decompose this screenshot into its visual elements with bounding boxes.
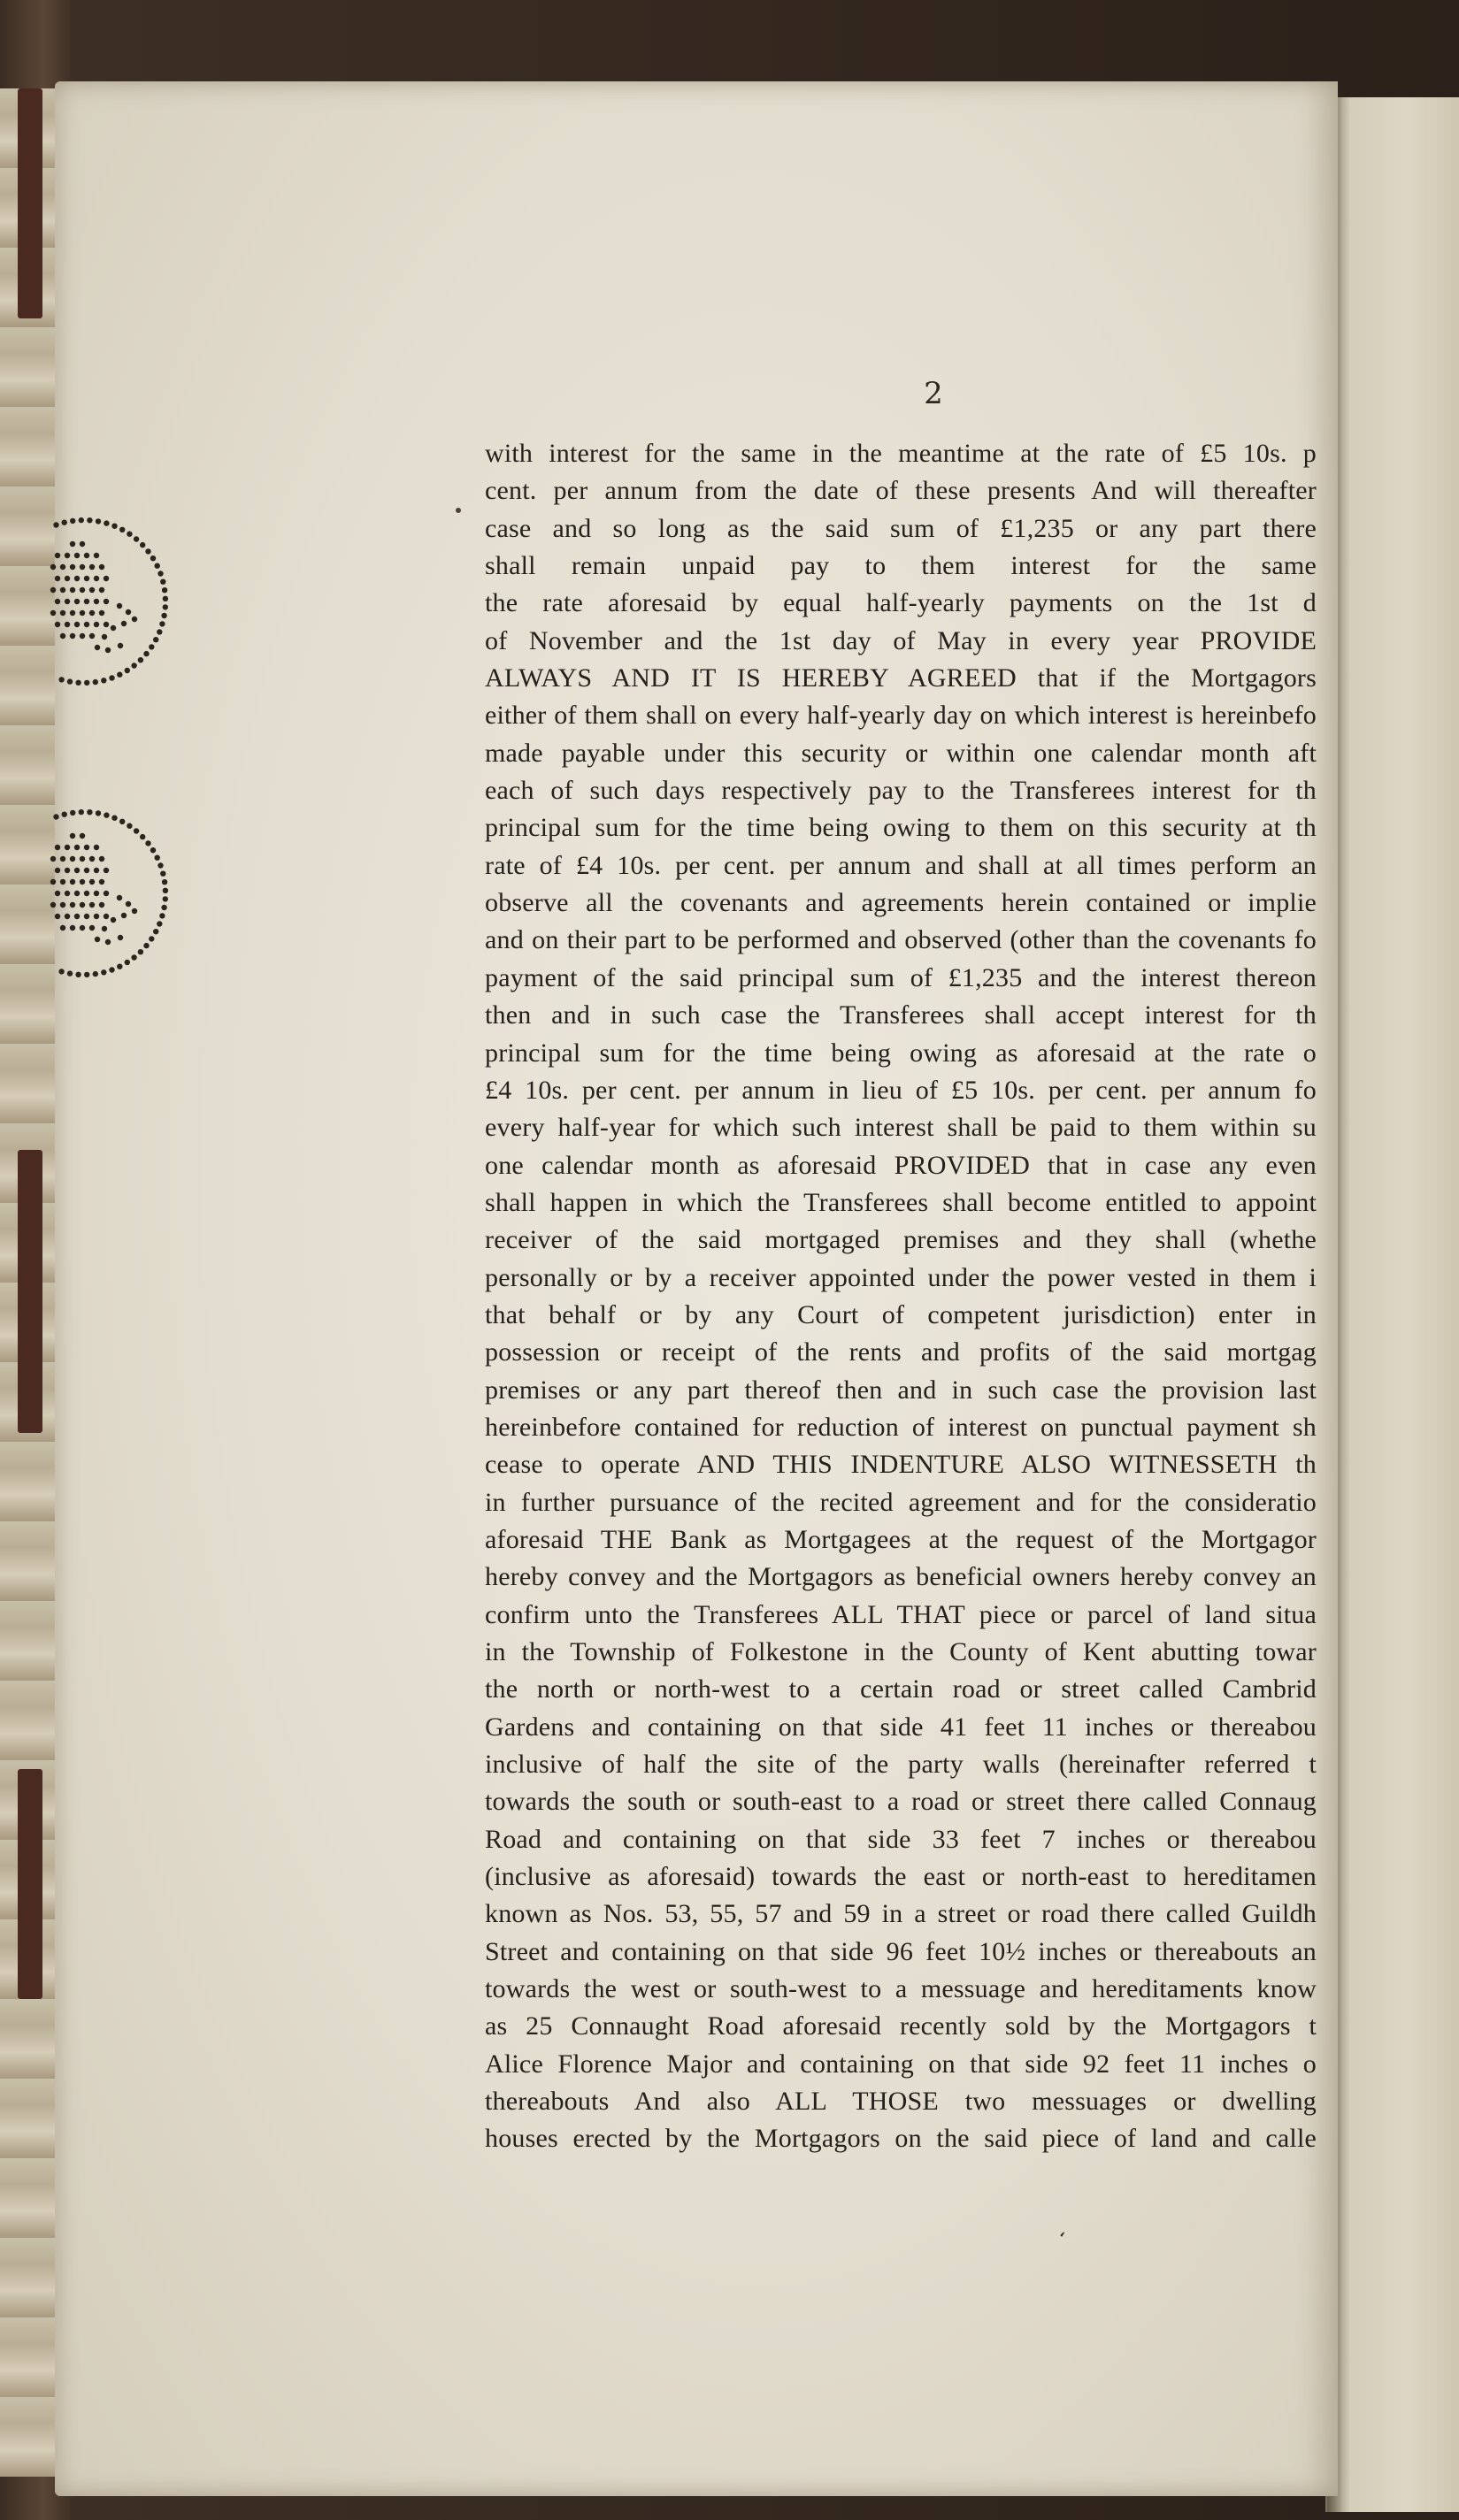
text-line: ALWAYS AND IT IS HEREBY AGREED that if the Mortgagors [485,663,1317,693]
text-line: every half-year for which such interest shall be paid to them within su [485,1113,1317,1143]
perforated-seal-bottom [35,787,203,1000]
text-line: (inclusive as aforesaid) towards the east or north-east to hereditamen [485,1862,1317,1892]
text-line: thereabouts And also ALL THOSE two messuages or dwelling [485,2087,1317,2117]
text-line: payment of the said principal sum of £1,235 and the interest thereon [485,962,1317,992]
binding-tab [18,88,42,318]
perforated-seal-top [35,495,203,708]
text-line: principal sum for the time being owing as aforesaid at the rate o [485,1038,1317,1068]
text-line: confirm unto the Transferees ALL THAT piece or parcel of land situa [485,1599,1317,1629]
next-page-edge [1325,97,1459,2512]
binding-tab [18,1769,42,1999]
text-line: hereinbefore contained for reduction of interest on punctual payment sh [485,1412,1317,1442]
text-line: as 25 Connaught Road aforesaid recently sold by the Mortgagors t [485,2011,1317,2041]
ink-dot [456,508,461,513]
text-line: hereby convey and the Mortgagors as beneficial owners hereby convey an [485,1562,1317,1592]
text-line: rate of £4 10s. per cent. per annum and shall at all times perform an [485,850,1317,880]
text-line: premises or any part thereof then and in such case the provision last [485,1375,1317,1405]
text-line: cent. per annum from the date of these presents And will thereafter [485,476,1317,506]
text-line: each of such days respectively pay to the Transferees interest for th [485,776,1317,806]
text-line: either of them shall on every half-yearly day on which interest is hereinbefo [485,701,1317,731]
text-line: shall happen in which the Transferees shall become entitled to appoint [485,1187,1317,1217]
text-line: houses erected by the Mortgagors on the said piece of land and calle [485,2124,1317,2154]
text-line: that behalf or by any Court of competent jurisdiction) enter in [485,1299,1317,1329]
text-line: Gardens and containing on that side 41 feet 11 inches or thereabou [485,1712,1317,1742]
text-line: known as Nos. 53, 55, 57 and 59 in a street or road there called Guildh [485,1899,1317,1929]
text-line: inclusive of half the site of the party walls (hereinafter referred t [485,1750,1317,1780]
text-line: the rate aforesaid by equal half-yearly payments on the 1st d [485,588,1317,618]
text-line: Street and containing on that side 96 feet 10½ inches or thereabouts an [485,1936,1317,1966]
text-line: shall remain unpaid pay to them interest for the same [485,551,1317,581]
text-line: with interest for the same in the meantime at the rate of £5 10s. p [485,439,1317,468]
text-line: then and in such case the Transferees shall accept interest for th [485,1000,1317,1030]
text-line: towards the west or south-west to a messuage and hereditaments know [485,1974,1317,2004]
binding-tab [18,1150,42,1433]
text-line: possession or receipt of the rents and profits of the said mortgag [485,1337,1317,1367]
body-text [485,435,1317,2169]
text-line: principal sum for the time being owing to them on this security at th [485,813,1317,843]
text-line: one calendar month as aforesaid PROVIDED that in case any even [485,1150,1317,1180]
page-number: 2 [924,376,943,411]
text-line: in the Township of Folkestone in the County of Kent abutting towar [485,1637,1317,1666]
text-line: the north or north-west to a certain road or street called Cambrid [485,1674,1317,1704]
text-line: and on their part to be performed and observed (other than the covenants fo [485,925,1317,955]
text-line: personally or by a receiver appointed under the power vested in them i [485,1262,1317,1292]
text-line: of November and the 1st day of May in every year PROVIDE [485,625,1317,655]
text-line: £4 10s. per cent. per annum in lieu of £5 10s. per cent. per annum fo [485,1075,1317,1105]
text-line: case and so long as the said sum of £1,235 or any part there [485,513,1317,543]
text-line: cease to operate AND THIS INDENTURE ALSO WITNESSETH th [485,1450,1317,1480]
stray-mark: ‘ [1053,2228,1068,2252]
text-line: Alice Florence Major and containing on that side 92 feet 11 inches o [485,2049,1317,2079]
text-line: receiver of the said mortgaged premises and they shall (whethe [485,1225,1317,1255]
text-line: towards the south or south-east to a road or street there called Connaug [485,1787,1317,1817]
text-line: in further pursuance of the recited agreement and for the consideratio [485,1487,1317,1517]
text-line: Road and containing on that side 33 feet 7 inches or thereabou [485,1824,1317,1854]
text-line: made payable under this security or within one calendar month aft [485,738,1317,768]
text-line: aforesaid THE Bank as Mortgagees at the request of the Mortgagor [485,1524,1317,1554]
text-line: observe all the covenants and agreements herein contained or implie [485,888,1317,918]
